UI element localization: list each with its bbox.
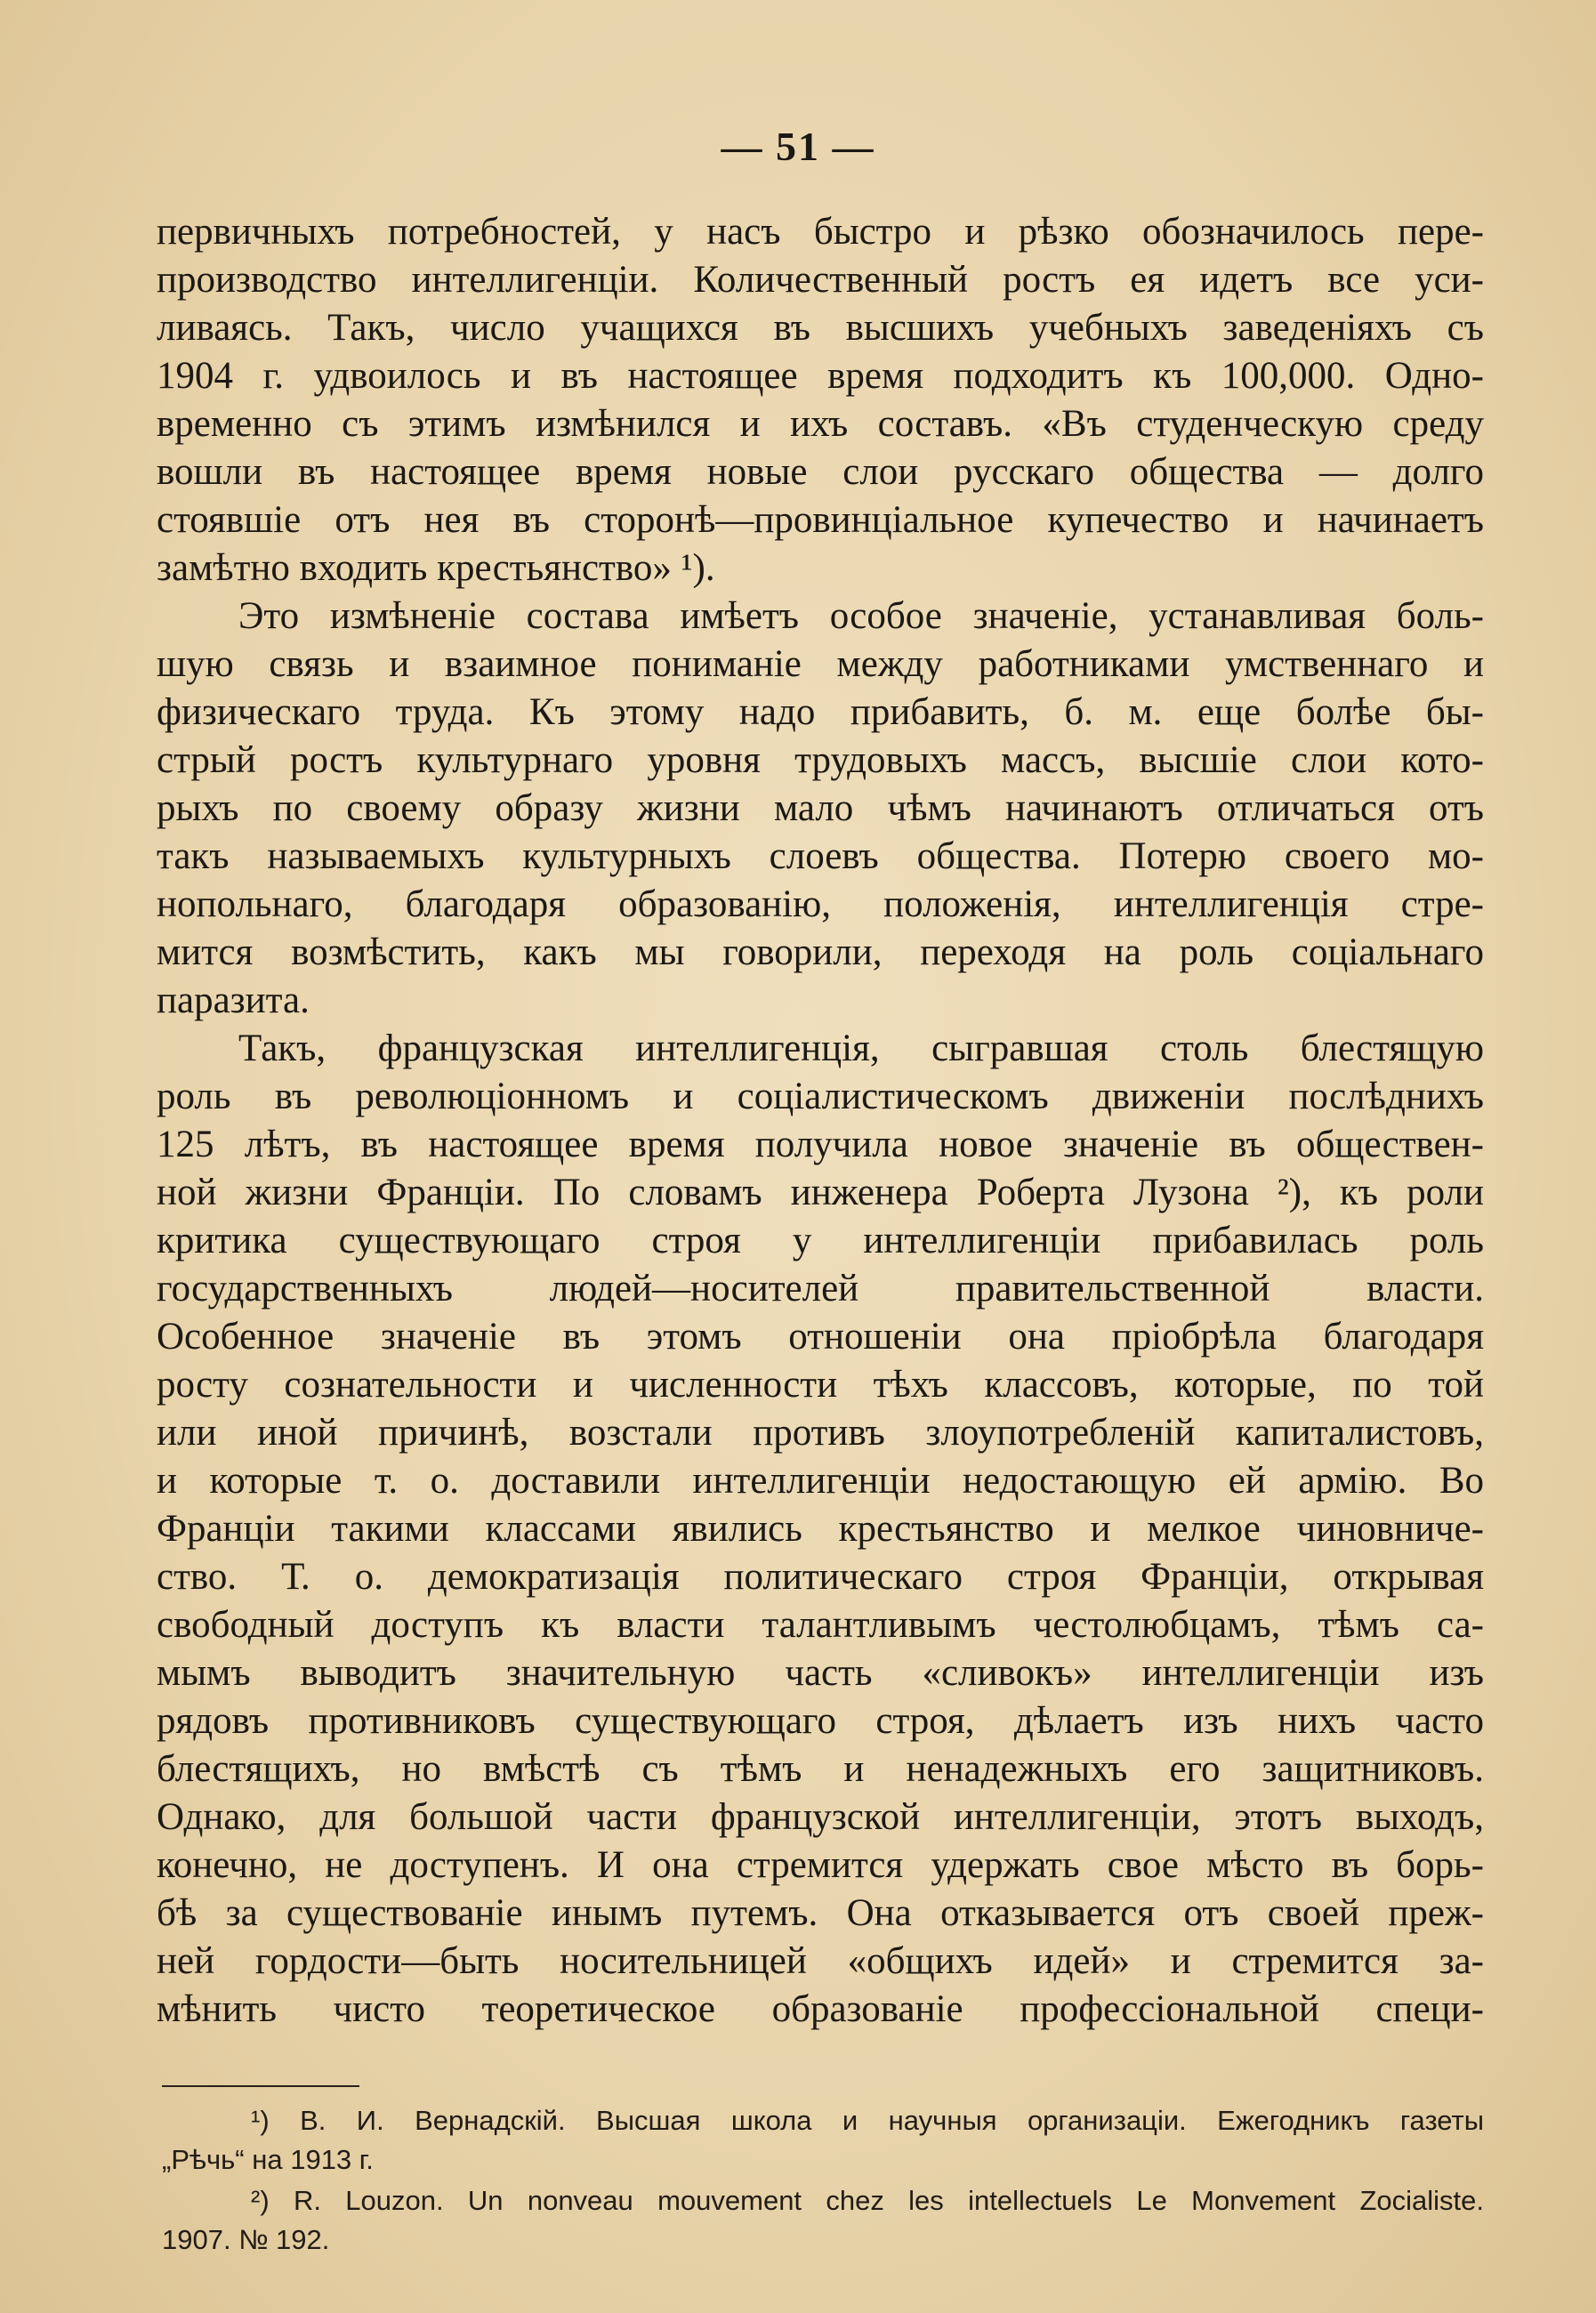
text-line: блестящихъ, но вмѣстѣ съ тѣмъ и ненадежныхъ его защитниковъ. bbox=[157, 1748, 1484, 1790]
footnote-line: ²) R. Louzon. Un nonveau mouvement chez les intellectuels Le Monvement Zocialiste. bbox=[251, 2185, 1484, 2216]
text-line: замѣтно входить крестьянство» ¹). bbox=[157, 547, 715, 589]
text-line: Это измѣненіе состава имѣетъ особое значеніе, устанавливая боль- bbox=[238, 595, 1484, 637]
text-line: 1904 г. удвоилось и въ настоящее время подходитъ къ 100,000. Одно- bbox=[157, 355, 1484, 397]
text-line: Такъ, французская интеллигенція, сыгравшая столь блестящую bbox=[238, 1028, 1484, 1069]
text-line: временно съ этимъ измѣнился и ихъ составъ. «Въ студенческую среду bbox=[157, 403, 1484, 445]
text-line: рядовъ противниковъ существующаго строя, дѣлаетъ изъ нихъ часто bbox=[157, 1700, 1484, 1742]
footnote-line: ¹) В. И. Вернадскій. Высшая школа и научныя организаціи. Ежегодникъ газеты bbox=[251, 2105, 1484, 2136]
text-line: свободный доступъ къ власти талантливымъ честолюбцамъ, тѣмъ са- bbox=[157, 1604, 1484, 1646]
text-line: бѣ за существованіе инымъ путемъ. Она отказывается отъ своей преж- bbox=[157, 1892, 1484, 1934]
footnote-line: „Рѣчь“ на 1913 г. bbox=[162, 2144, 374, 2175]
text-line: ней гордости—быть носительницей «общихъ идей» и стремится за- bbox=[157, 1940, 1484, 1982]
paragraph-2 bbox=[157, 592, 1484, 1025]
text-line: мится возмѣстить, какъ мы говорили, переходя на роль соціальнаго bbox=[157, 931, 1484, 973]
text-line: конечно, не доступенъ. И она стремится удержать свое мѣсто въ борь- bbox=[157, 1844, 1484, 1886]
text-line: нопольнаго, благодаря образованію, положенія, интеллигенція стре- bbox=[157, 883, 1484, 925]
paragraph-1 bbox=[157, 208, 1484, 592]
footnote-2 bbox=[162, 2181, 1484, 2260]
text-line: мѣнить чисто теоретическое образованіе профессіональной специ- bbox=[157, 1988, 1484, 2030]
text-line: роль въ революціонномъ и соціалистическомъ движеніи послѣднихъ bbox=[157, 1076, 1484, 1117]
text-line: стрый ростъ культурнаго уровня трудовыхъ массъ, высшіе слои кото- bbox=[157, 739, 1484, 781]
text-line: производство интеллигенціи. Количественный ростъ ея идетъ все уси- bbox=[157, 259, 1484, 301]
text-line: Франціи такими классами явились крестьянство и мелкое чиновниче- bbox=[157, 1508, 1484, 1550]
footnote-divider bbox=[162, 2085, 359, 2087]
text-line: Однако, для большой части французской интеллигенціи, этотъ выходъ, bbox=[157, 1796, 1484, 1838]
text-line: критика существующаго строя у интеллигенціи прибавилась роль bbox=[157, 1220, 1484, 1261]
text-line: ной жизни Франціи. По словамъ инженера Роберта Лузона ²), къ роли bbox=[157, 1172, 1484, 1213]
text-line: росту сознательности и численности тѣхъ классовъ, которые, по той bbox=[157, 1364, 1484, 1406]
text-line: первичныхъ потребностей, у насъ быстро и рѣзко обозначилось пере- bbox=[157, 211, 1484, 253]
text-line: государственныхъ людей—носителей правительственной власти. bbox=[157, 1268, 1484, 1310]
text-line: шую связь и взаимное пониманіе между работниками умственнаго и bbox=[157, 643, 1484, 685]
text-line: рыхъ по своему образу жизни мало чѣмъ начинаютъ отличаться отъ bbox=[157, 787, 1484, 829]
text-line: мымъ выводитъ значительную часть «сливокъ» интеллигенціи изъ bbox=[157, 1652, 1484, 1694]
text-line: Особенное значеніе въ этомъ отношеніи она пріобрѣла благодаря bbox=[157, 1316, 1484, 1358]
text-line: 125 лѣтъ, въ настоящее время получила новое значеніе въ обществен- bbox=[157, 1124, 1484, 1165]
page-number: — 51 — bbox=[721, 124, 875, 169]
text-line: физическаго труда. Къ этому надо прибавить, б. м. еще болѣе бы- bbox=[157, 691, 1484, 733]
text-line: вошли въ настоящее время новые слои русскаго общества — долго bbox=[157, 451, 1484, 493]
text-line: или иной причинѣ, возстали противъ злоупотребленій капиталистовъ, bbox=[157, 1412, 1484, 1454]
text-line: стоявшіе отъ нея въ сторонѣ—провинціальное купечество и начинаетъ bbox=[157, 499, 1484, 541]
footnote-1 bbox=[162, 2101, 1484, 2180]
text-line: ство. Т. о. демократизація политическаго строя Франціи, открывая bbox=[157, 1556, 1484, 1598]
text-line: ливаясь. Такъ, число учащихся въ высшихъ учебныхъ заведеніяхъ съ bbox=[157, 307, 1484, 349]
text-line: паразита. bbox=[157, 979, 310, 1021]
text-line: такъ называемыхъ культурныхъ слоевъ общества. Потерю своего мо- bbox=[157, 835, 1484, 877]
text-line: и которые т. о. доставили интеллигенціи недостающую ей армію. Во bbox=[157, 1460, 1484, 1502]
footnote-line: 1907. № 192. bbox=[162, 2224, 330, 2255]
paragraph-3 bbox=[157, 1025, 1484, 2034]
